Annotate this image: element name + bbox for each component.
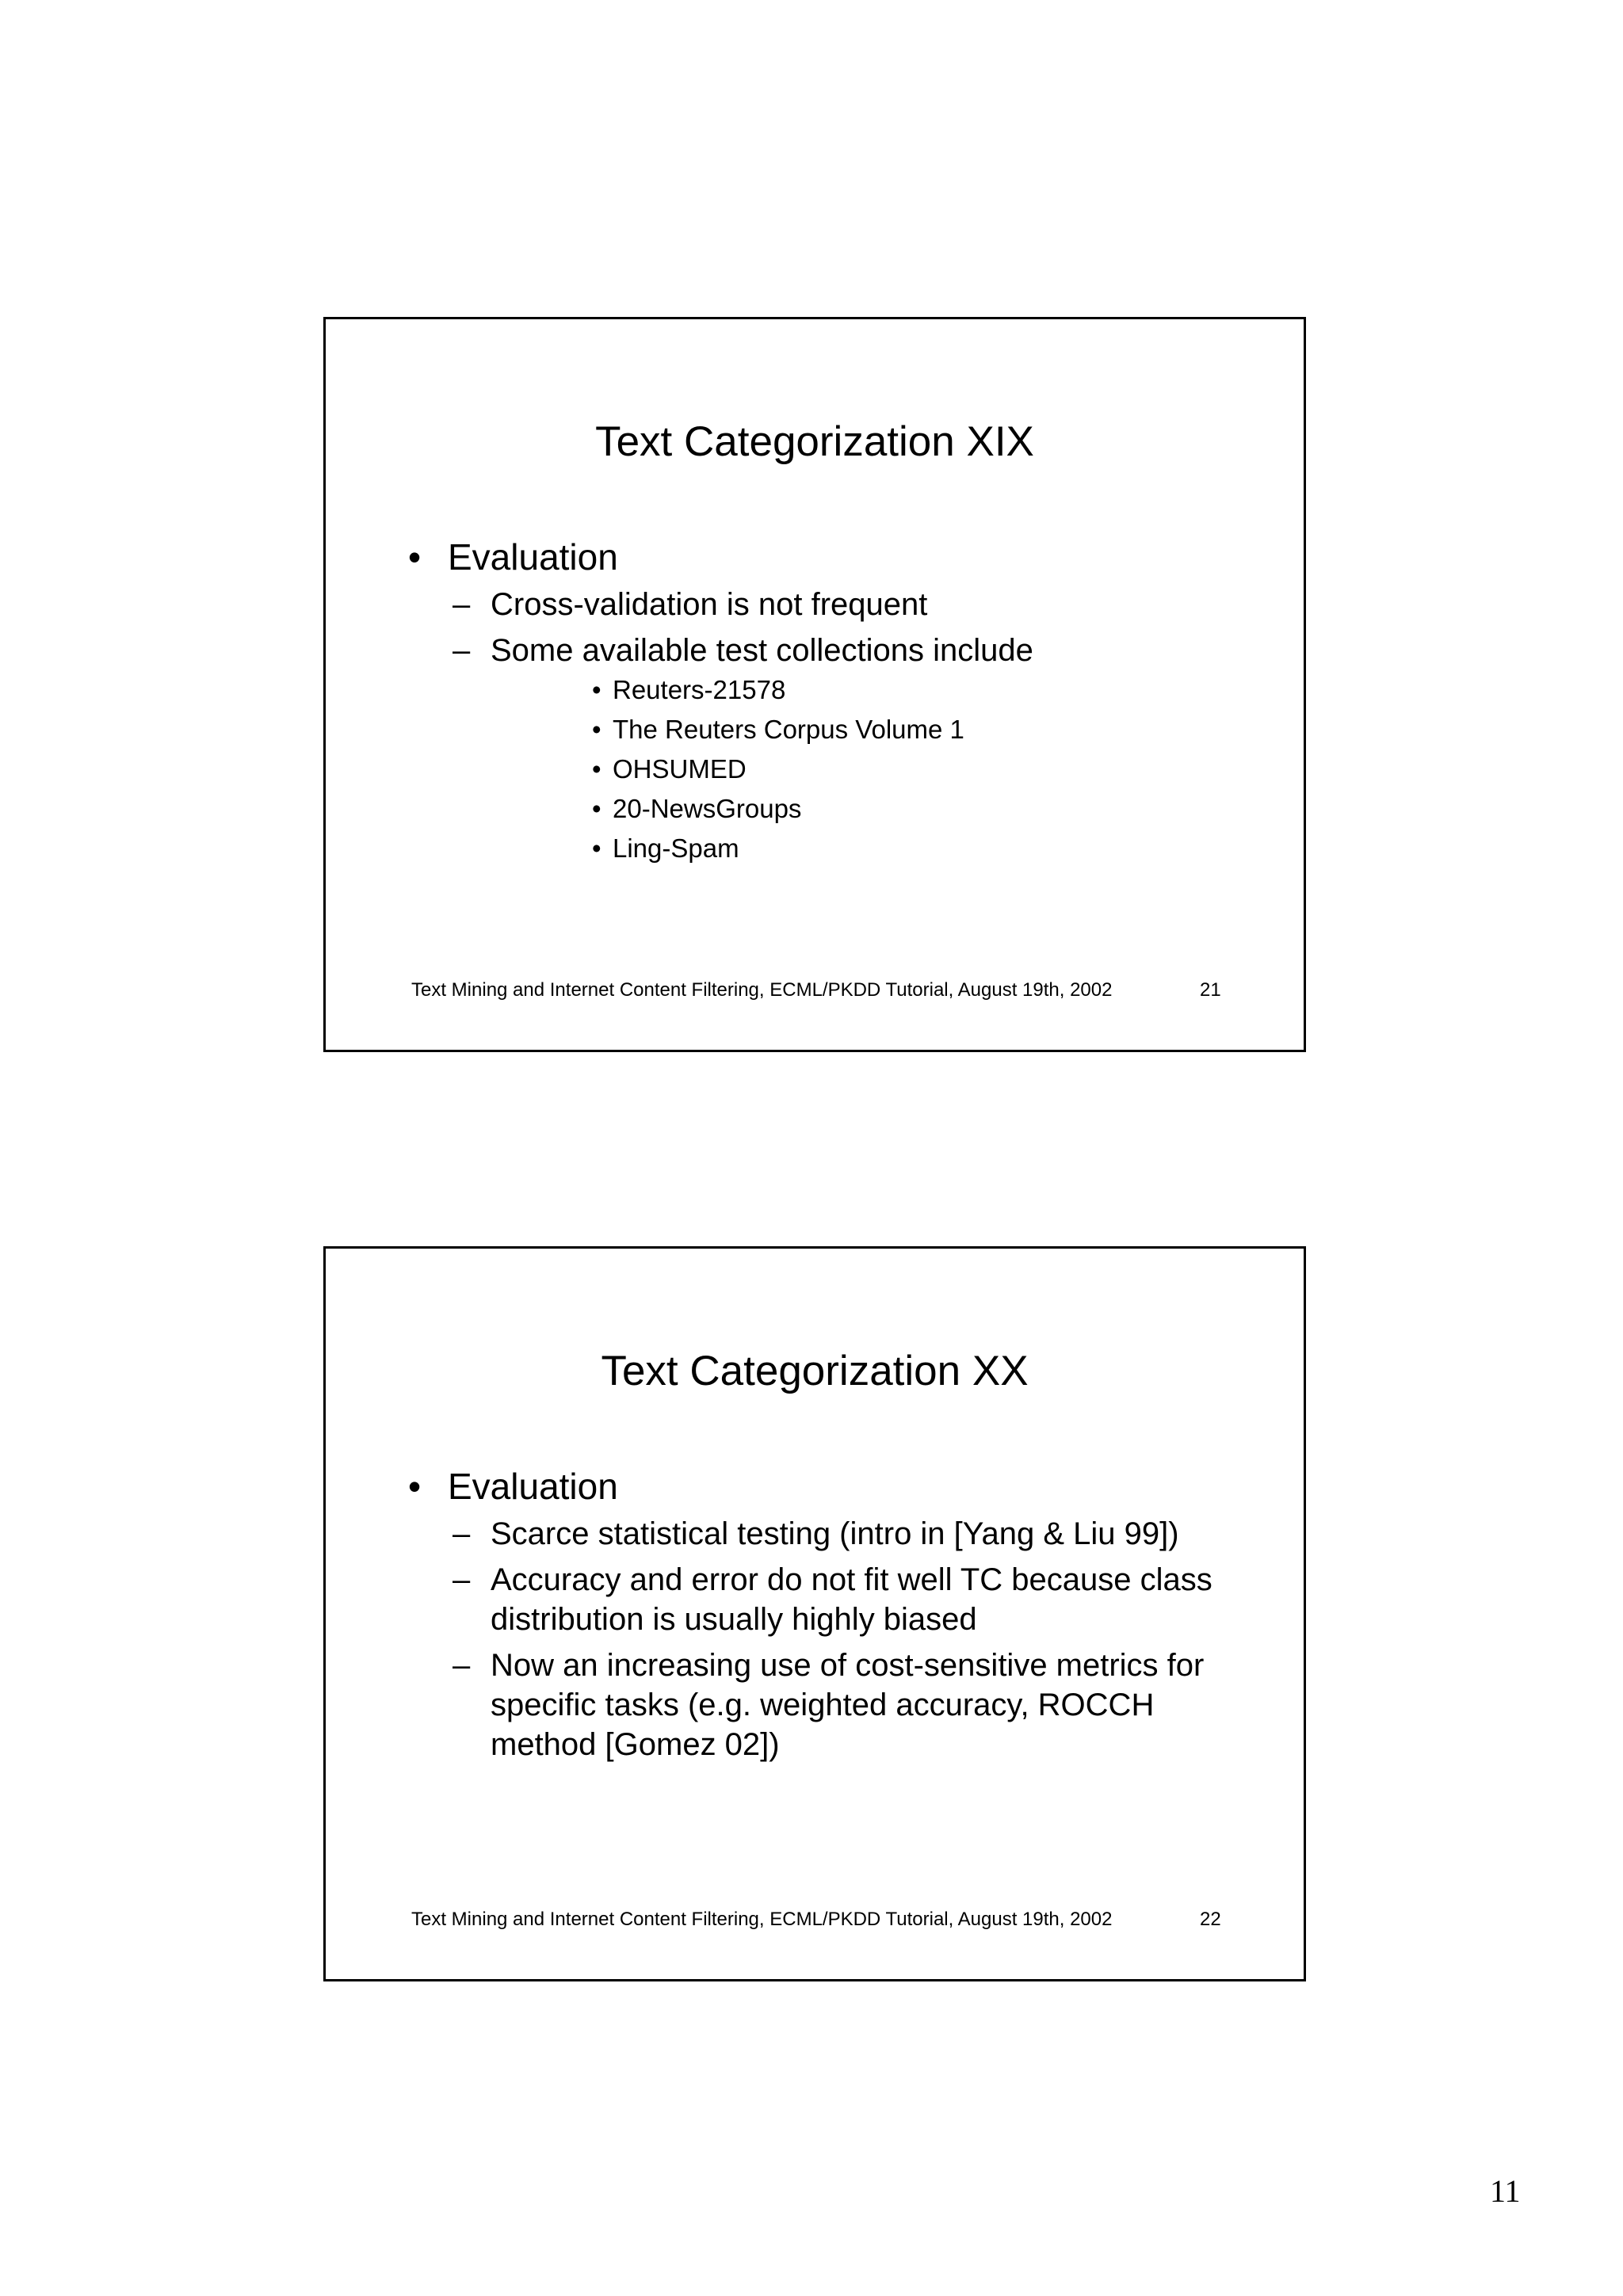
bullet-text: Evaluation bbox=[448, 1466, 618, 1507]
collection-text: Reuters-21578 bbox=[613, 675, 786, 704]
bullet-marker: • bbox=[408, 536, 422, 578]
bullet-marker: • bbox=[592, 833, 601, 863]
dash-marker: – bbox=[453, 1648, 471, 1683]
bullet-marker: • bbox=[592, 715, 601, 744]
sub-bullet-item bbox=[408, 1514, 1248, 1554]
dash-marker: – bbox=[453, 1516, 471, 1551]
sub-bullet-item bbox=[408, 585, 1248, 624]
sub-bullet-item bbox=[408, 631, 1248, 670]
collection-item bbox=[408, 749, 1248, 789]
sub-bullet-text: Scarce statistical testing (intro in [Yang & Liu 99]) bbox=[491, 1516, 1179, 1551]
bullet-item bbox=[408, 1465, 1248, 1508]
collection-text: OHSUMED bbox=[613, 754, 747, 784]
collection-item bbox=[408, 670, 1248, 710]
slide-number: 22 bbox=[1200, 1909, 1221, 1930]
bullet-text: Evaluation bbox=[448, 536, 618, 578]
bullet-marker: • bbox=[408, 1466, 422, 1507]
slide-title: Text Categorization XIX bbox=[595, 418, 1034, 465]
collection-item bbox=[408, 829, 1248, 868]
slide-footer: Text Mining and Internet Content Filtering, ECML/PKDD Tutorial, August 19th, 2002 bbox=[411, 1909, 1113, 1930]
bullet-marker: • bbox=[592, 754, 601, 784]
slide-title: Text Categorization XX bbox=[601, 1348, 1029, 1394]
slide-21 bbox=[323, 317, 1306, 1052]
collection-text: The Reuters Corpus Volume 1 bbox=[613, 715, 964, 744]
bullet-marker: • bbox=[592, 794, 601, 823]
collection-item bbox=[408, 789, 1248, 829]
slide-number: 21 bbox=[1200, 979, 1221, 1001]
collection-text: 20-NewsGroups bbox=[613, 794, 802, 823]
sub-bullet-text: Now an increasing use of cost-sensitive metrics for specific tasks (e.g. weighted accuracy, ROCCH method [Gomez 02]) bbox=[491, 1648, 1205, 1762]
slide-22 bbox=[323, 1246, 1306, 1981]
collection-text: Ling-Spam bbox=[613, 833, 739, 863]
sub-bullet-item bbox=[408, 1646, 1248, 1764]
sub-bullet-text: Cross-validation is not frequent bbox=[491, 587, 928, 622]
sub-bullet-item bbox=[408, 1560, 1248, 1639]
collection-item bbox=[408, 710, 1248, 749]
dash-marker: – bbox=[453, 587, 471, 622]
dash-marker: – bbox=[453, 1562, 471, 1597]
sub-bullet-text: Accuracy and error do not fit well TC because class distribution is usually highly biased bbox=[491, 1562, 1212, 1637]
page-number: 11 bbox=[1490, 2173, 1521, 2209]
bullet-marker: • bbox=[592, 675, 601, 704]
sub-bullet-text: Some available test collections include bbox=[491, 633, 1033, 668]
slide-body bbox=[408, 536, 1248, 868]
bullet-item bbox=[408, 536, 1248, 578]
slide-body bbox=[408, 1465, 1248, 1764]
dash-marker: – bbox=[453, 633, 471, 668]
slide-footer: Text Mining and Internet Content Filtering, ECML/PKDD Tutorial, August 19th, 2002 bbox=[411, 979, 1113, 1001]
